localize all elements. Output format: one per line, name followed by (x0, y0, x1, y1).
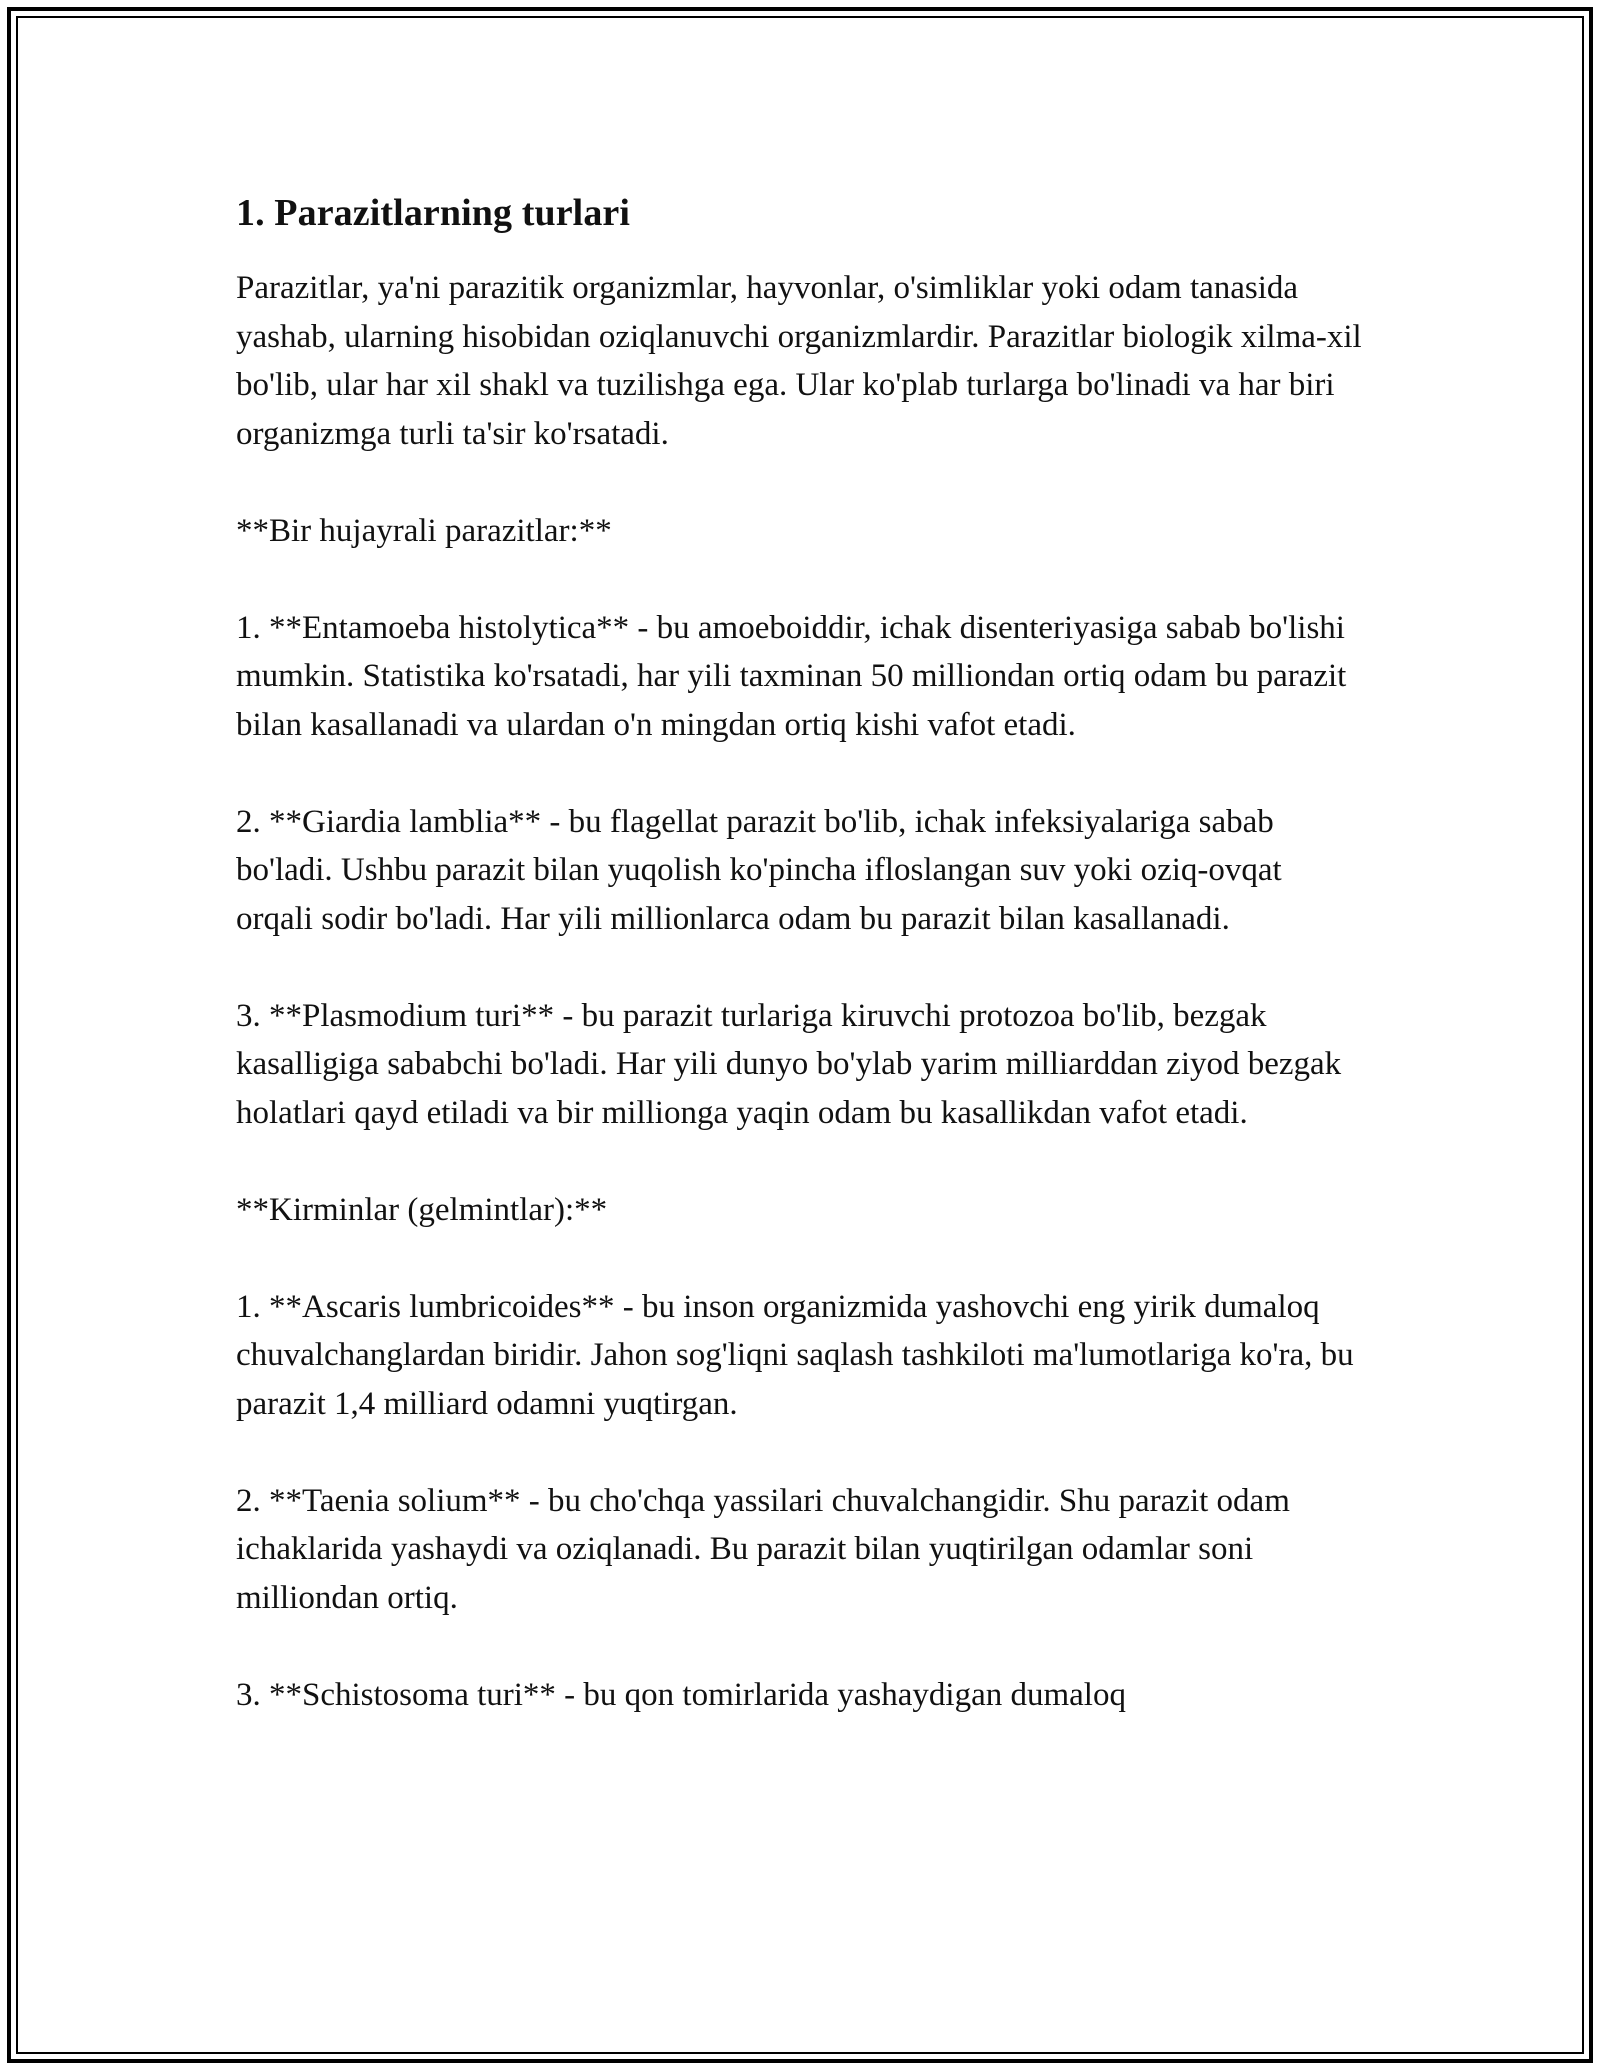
list-item-plasmodium: 3. **Plasmodium turi** - bu parazit turlariga kiruvchi protozoa bo'lib, bezgak kasalligiga sababchi bo'ladi. Har yili dunyo bo'ylab yarim milliarddan ziyod bezgak holatlari qayd etiladi va bir millionga yaqin odam bu kasallikdan vafot etadi. (236, 997, 1342, 1131)
section-heading: 1. Parazitlarning turlari (236, 192, 631, 234)
list-item-entamoeba: 1. **Entamoeba histolytica** - bu amoeboiddir, ichak disenteriyasiga sabab bo'lishi mumkin. Statistika ko'rsatadi, har yili taxminan 50 milliondan ortiq odam bu parazit bilan kasallanadi va ulardan o'n mingdan ortiq kishi vafot etadi. (236, 609, 1347, 743)
subheading-unicellular: **Bir hujayrali parazitlar:** (236, 512, 612, 549)
list-item-schistosoma: 3. **Schistosoma turi** - bu qon tomirlarida yashaydigan dumaloq (236, 1676, 1126, 1713)
list-item-ascaris: 1. **Ascaris lumbricoides** - bu inson organizmida yashovchi eng yirik dumaloq chuvalchanglardan biridir. Jahon sog'liqni saqlash tashkiloti ma'lumotlariga ko'ra, bu parazit 1,4 milliard odamni yuqtirgan. (236, 1288, 1354, 1422)
document-body (236, 186, 1366, 1768)
subheading-helminths: **Kirminlar (gelmintlar):** (236, 1191, 608, 1228)
list-item-taenia: 2. **Taenia solium** - bu cho'chqa yassilari chuvalchangidir. Shu parazit odam ichaklarida yashaydi va oziqlanadi. Bu parazit bilan yuqtirilgan odamlar soni milliondan ortiq. (236, 1482, 1290, 1616)
list-item-giardia: 2. **Giardia lamblia** - bu flagellat parazit bo'lib, ichak infeksiyalariga sabab bo'ladi. Ushbu parazit bilan yuqolish ko'pincha ifloslangan suv yoki oziq-ovqat orqali sodir bo'ladi. Har yili millionlarca odam bu parazit bilan kasallanadi. (236, 803, 1282, 937)
intro-paragraph: Parazitlar, ya'ni parazitik organizmlar, hayvonlar, o'simliklar yoki odam tanasida yashab, ularning hisobidan oziqlanuvchi organizmlardir. Parazitlar biologik xilma-xil bo'lib, ular har xil shakl va tuzilishga ega. Ular ko'plab turlarga bo'linadi va har biri organizmga turli ta'sir ko'rsatadi. (236, 270, 1362, 452)
